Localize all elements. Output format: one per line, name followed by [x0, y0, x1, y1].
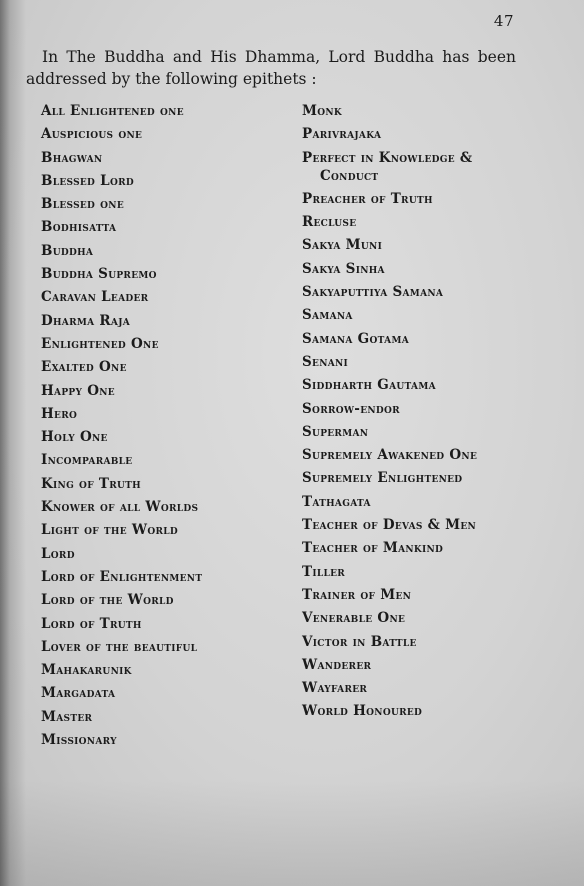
epithet-item: Auspicious one — [41, 126, 143, 143]
intro-paragraph: In The Buddha and His Dhamma, Lord Buddha has been addressed by the following epithets : — [26, 48, 516, 88]
epithet-item: World Honoured — [302, 703, 423, 720]
epithet-item: Sakya Sinha — [302, 260, 385, 277]
epithet-item: Senani — [302, 353, 349, 370]
epithet-item: Lord of the World — [41, 592, 174, 609]
epithet-item-multiline — [302, 147, 552, 188]
epithet-item: Blessed Lord — [41, 172, 134, 189]
epithet-item: Samana Gotama — [302, 330, 409, 347]
epithet-item: Bhagwan — [41, 149, 103, 166]
epithet-item: Sakya Muni — [302, 237, 383, 254]
epithet-item: Buddha — [41, 242, 94, 259]
epithet-item: Caravan Leader — [41, 289, 149, 306]
epithet-item: Master — [41, 708, 93, 725]
epithet-item: Trainer of Men — [302, 586, 412, 603]
epithet-item: Sakyaputtiya Samana — [302, 284, 444, 301]
epithet-item: Lord — [41, 545, 75, 562]
epithet-item: King of Truth — [41, 475, 141, 492]
epithet-item: Sorrow-endor — [302, 400, 400, 417]
epithet-item: Knower of all Worlds — [41, 499, 199, 516]
epithet-item: Lord of Enlightenment — [41, 568, 203, 585]
epithet-item: Recluse — [302, 214, 357, 231]
epithet-item: Lover of the beautiful — [41, 638, 198, 655]
epithet-item: Margadata — [41, 685, 116, 702]
epithet-item: Superman — [302, 423, 369, 440]
epithet-item: Preacher of Truth — [302, 190, 433, 207]
epithet-item: All Enlightened one — [41, 103, 184, 119]
epithets-right-column — [302, 100, 552, 724]
epithet-item: Missionary — [41, 732, 117, 749]
epithet-item: Victor in Battle — [302, 633, 417, 650]
epithet-item: Siddharth Gautama — [302, 377, 436, 394]
epithet-item: Buddha Supremo — [41, 266, 157, 283]
epithet-item: Teacher of Devas & Men — [302, 517, 477, 534]
epithet-item: Wanderer — [302, 656, 372, 673]
epithet-item: Bodhisatta — [41, 219, 117, 236]
epithet-item: Monk — [302, 103, 343, 119]
epithet-item: Hero — [41, 405, 78, 422]
epithet-line: Perfect in Knowledge & — [302, 149, 473, 166]
epithet-item: Parivrajaka — [302, 126, 382, 143]
epithet-item: Tiller — [302, 563, 346, 580]
epithet-item: Dharma Raja — [41, 312, 131, 329]
epithet-item: Exalted One — [41, 359, 127, 376]
page-number: 47 — [493, 12, 514, 30]
epithet-item: Supremely Enlightened — [302, 470, 463, 487]
epithet-item: Mahakarunik — [41, 662, 132, 679]
epithets-left-column — [41, 100, 281, 752]
epithet-line-continuation: Conduct — [320, 167, 379, 184]
epithet-item: Blessed one — [41, 196, 124, 213]
epithet-item: Lord of Truth — [41, 615, 142, 632]
epithet-item: Wayfarer — [302, 680, 368, 697]
epithet-item: Happy One — [41, 382, 115, 399]
epithet-item: Samana — [302, 307, 353, 324]
epithet-item: Light of the World — [41, 522, 178, 539]
epithet-item: Teacher of Mankind — [302, 540, 444, 557]
epithet-item: Enlightened One — [41, 335, 159, 352]
epithet-item: Venerable One — [302, 610, 406, 627]
epithet-item: Tathagata — [302, 493, 371, 510]
epithet-item: Incomparable — [41, 452, 133, 469]
epithet-item: Supremely Awakened One — [302, 447, 478, 464]
epithet-item: Holy One — [41, 429, 108, 446]
